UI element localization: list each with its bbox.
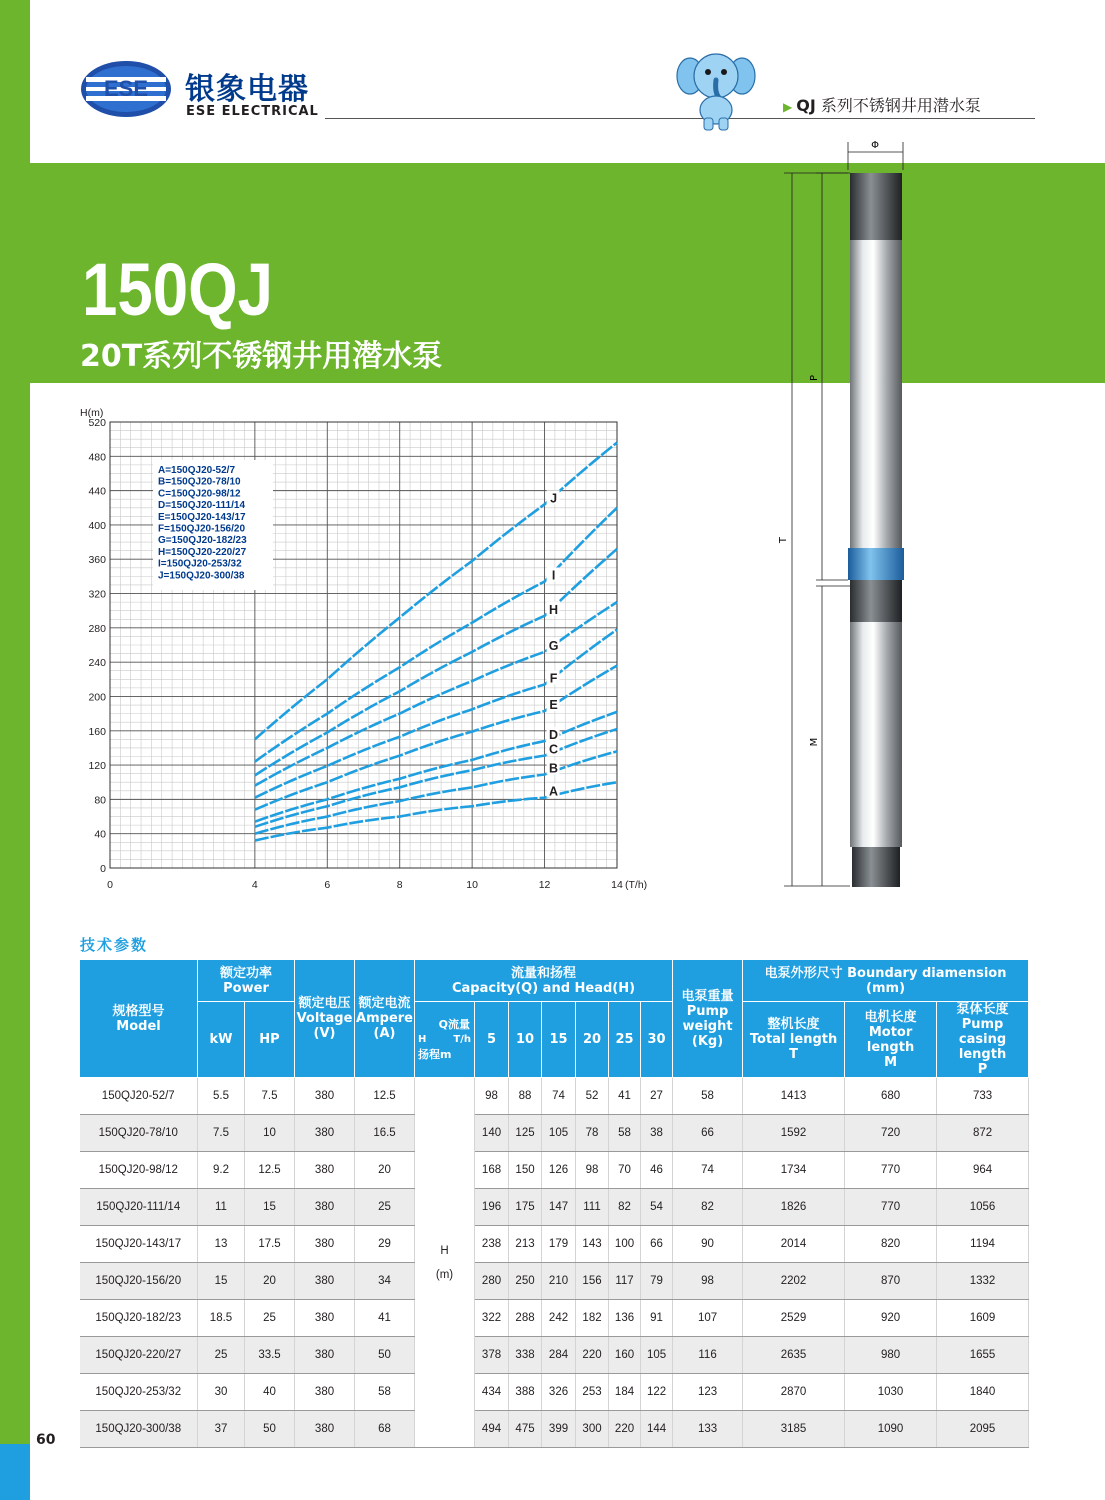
curve-label-D: D <box>549 728 559 743</box>
curve-label-J: J <box>550 491 558 506</box>
table-row <box>80 1300 1029 1337</box>
table-row <box>80 1337 1029 1374</box>
table-row <box>80 1263 1029 1300</box>
total-length-cell: 2529 <box>743 1300 845 1337</box>
ese-logo <box>80 60 172 118</box>
head-cell: 41 <box>609 1078 641 1115</box>
voltage-cell: 380 <box>295 1337 355 1374</box>
ampere-cell: 50 <box>355 1337 415 1374</box>
curve-label-C: C <box>549 742 559 757</box>
y-tick-label: 200 <box>88 691 106 704</box>
kw-cell: 5.5 <box>198 1078 245 1115</box>
kw-cell: 30 <box>198 1374 245 1411</box>
head-cell: 147 <box>542 1189 576 1226</box>
head-cell: 150 <box>509 1152 542 1189</box>
hp-cell: 10 <box>245 1115 295 1152</box>
head-cell: 126 <box>542 1152 576 1189</box>
motor-length-cell: 820 <box>845 1226 937 1263</box>
pump-dimension-drawing <box>770 130 950 900</box>
head-cell: 475 <box>509 1411 542 1448</box>
ampere-cell: 12.5 <box>355 1078 415 1115</box>
motor-length-cell: 770 <box>845 1189 937 1226</box>
header-flow-head: 流量和扬程 Capacity(Q) and Head(H) <box>415 960 673 1002</box>
head-cell: 184 <box>609 1374 641 1411</box>
model-cell: 150QJ20-143/17 <box>80 1226 198 1263</box>
series-name: 系列不锈钢井用潜水泵 <box>820 96 981 115</box>
table-row <box>80 1411 1029 1448</box>
casing-length-cell: 2095 <box>937 1411 1029 1448</box>
voltage-cell: 380 <box>295 1300 355 1337</box>
model-cell: 150QJ20-300/38 <box>80 1411 198 1448</box>
left-color-strip <box>0 0 30 1444</box>
kw-cell: 11 <box>198 1189 245 1226</box>
table-row <box>80 1152 1029 1189</box>
y-tick-label: 440 <box>88 485 106 498</box>
head-cell: 143 <box>576 1226 609 1263</box>
table-row <box>80 1115 1029 1152</box>
legend-entry: F=150QJ20-156/20 <box>158 523 246 535</box>
motor-length-cell: 920 <box>845 1300 937 1337</box>
header-ampere: 额定电流 Ampere (A) <box>355 960 415 1078</box>
head-cell: 125 <box>509 1115 542 1152</box>
head-cell: 326 <box>542 1374 576 1411</box>
legend-entry: G=150QJ20-182/23 <box>158 535 247 547</box>
total-length-cell: 1413 <box>743 1078 845 1115</box>
y-tick-label: 320 <box>88 588 106 601</box>
voltage-cell: 380 <box>295 1263 355 1300</box>
head-cell: 253 <box>576 1374 609 1411</box>
x-tick-label: 8 <box>396 879 403 891</box>
head-cell: 160 <box>609 1337 641 1374</box>
header-q-20: 20 <box>576 1002 609 1078</box>
hp-cell: 50 <box>245 1411 295 1448</box>
model-cell: 150QJ20-182/23 <box>80 1300 198 1337</box>
left-color-strip-blue <box>0 1444 30 1500</box>
legend-entry: I=150QJ20-253/32 <box>158 558 242 570</box>
voltage-cell: 380 <box>295 1411 355 1448</box>
head-cell: 82 <box>609 1189 641 1226</box>
elephant-mascot-icon <box>676 48 756 134</box>
hp-cell: 15 <box>245 1189 295 1226</box>
spec-table <box>79 959 1029 1448</box>
header-kw: kW <box>198 1002 245 1078</box>
legend-entry: H=150QJ20-220/27 <box>158 546 247 558</box>
total-length-cell: 2870 <box>743 1374 845 1411</box>
curve-label-E: E <box>549 698 558 713</box>
table-row <box>80 1189 1029 1226</box>
y-tick-label: 240 <box>88 657 106 670</box>
legend-entry: A=150QJ20-52/7 <box>158 465 236 476</box>
dim-t-label: T <box>778 536 789 544</box>
weight-cell: 107 <box>673 1300 743 1337</box>
dim-phi-label: Φ <box>871 140 879 151</box>
header-q-10: 10 <box>509 1002 542 1078</box>
head-cell: 91 <box>641 1300 673 1337</box>
casing-length-cell: 1056 <box>937 1189 1029 1226</box>
x-tick-label: 0 <box>107 879 113 891</box>
header-motor-length: 电机长度 Motor length M <box>845 1002 937 1078</box>
head-cell: 122 <box>641 1374 673 1411</box>
kw-cell: 9.2 <box>198 1152 245 1189</box>
x-tick-label: 14 <box>611 879 623 891</box>
head-cell: 144 <box>641 1411 673 1448</box>
weight-cell: 123 <box>673 1374 743 1411</box>
header-total-length: 整机长度 Total length T <box>743 1002 845 1078</box>
head-cell: 88 <box>509 1078 542 1115</box>
legend-entry: E=150QJ20-143/17 <box>158 511 246 523</box>
head-cell: 220 <box>609 1411 641 1448</box>
head-cell: 98 <box>475 1078 509 1115</box>
head-cell: 105 <box>641 1337 673 1374</box>
x-tick-label: 10 <box>466 879 478 891</box>
curve-label-A: A <box>549 784 559 799</box>
head-cell: 46 <box>641 1152 673 1189</box>
header-q-h-diagonal: Q流量 H T/h 扬程m <box>415 1002 475 1078</box>
header-q-30: 30 <box>641 1002 673 1078</box>
motor-length-cell: 1030 <box>845 1374 937 1411</box>
weight-cell: 82 <box>673 1189 743 1226</box>
motor-length-cell: 720 <box>845 1115 937 1152</box>
x-tick-label: 4 <box>251 879 258 891</box>
head-cell: 388 <box>509 1374 542 1411</box>
head-cell: 238 <box>475 1226 509 1263</box>
curve-E <box>255 666 617 810</box>
head-cell: 111 <box>576 1189 609 1226</box>
head-cell: 52 <box>576 1078 609 1115</box>
voltage-cell: 380 <box>295 1189 355 1226</box>
hp-cell: 40 <box>245 1374 295 1411</box>
model-cell: 150QJ20-52/7 <box>80 1078 198 1115</box>
legend-entry: J=150QJ20-300/38 <box>158 570 245 582</box>
section-title: 技术参数 <box>80 936 149 954</box>
total-length-cell: 1734 <box>743 1152 845 1189</box>
casing-length-cell: 1609 <box>937 1300 1029 1337</box>
header-hp: HP <box>245 1002 295 1078</box>
voltage-cell: 380 <box>295 1152 355 1189</box>
casing-length-cell: 872 <box>937 1115 1029 1152</box>
weight-cell: 58 <box>673 1078 743 1115</box>
header-model: 规格型号 Model <box>80 960 198 1078</box>
head-cell: 284 <box>542 1337 576 1374</box>
head-cell: 280 <box>475 1263 509 1300</box>
model-cell: 150QJ20-78/10 <box>80 1115 198 1152</box>
logo-text: ESE <box>103 76 149 101</box>
head-cell: 136 <box>609 1300 641 1337</box>
series-title <box>783 93 981 116</box>
hp-cell: 17.5 <box>245 1226 295 1263</box>
total-length-cell: 1826 <box>743 1189 845 1226</box>
head-cell: 27 <box>641 1078 673 1115</box>
kw-cell: 7.5 <box>198 1115 245 1152</box>
head-cell: 300 <box>576 1411 609 1448</box>
head-cell: 378 <box>475 1337 509 1374</box>
ampere-cell: 68 <box>355 1411 415 1448</box>
curve-label-I: I <box>551 568 556 583</box>
y-tick-label: 0 <box>100 863 106 875</box>
weight-cell: 133 <box>673 1411 743 1448</box>
head-cell: 196 <box>475 1189 509 1226</box>
ampere-cell: 16.5 <box>355 1115 415 1152</box>
table-row <box>80 1226 1029 1263</box>
head-cell: 105 <box>542 1115 576 1152</box>
casing-length-cell: 1332 <box>937 1263 1029 1300</box>
head-cell: 250 <box>509 1263 542 1300</box>
brand-name-en: ESE ELECTRICAL <box>186 104 319 119</box>
head-cell: 79 <box>641 1263 673 1300</box>
head-cell: 399 <box>542 1411 576 1448</box>
y-tick-label: 360 <box>88 554 106 567</box>
legend-entry: D=150QJ20-111/14 <box>158 500 246 512</box>
voltage-cell: 380 <box>295 1078 355 1115</box>
total-length-cell: 2635 <box>743 1337 845 1374</box>
hp-cell: 33.5 <box>245 1337 295 1374</box>
head-cell: 70 <box>609 1152 641 1189</box>
y-tick-label: 160 <box>88 725 106 738</box>
total-length-cell: 2202 <box>743 1263 845 1300</box>
model-cell: 150QJ20-111/14 <box>80 1189 198 1226</box>
curve-label-H: H <box>549 602 559 617</box>
product-subtitle: 20T系列不锈钢井用潜水泵 <box>80 339 443 374</box>
ampere-cell: 25 <box>355 1189 415 1226</box>
curve-label-F: F <box>549 671 558 686</box>
series-tag: QJ <box>796 96 816 115</box>
y-tick-label: 120 <box>88 760 106 773</box>
voltage-cell: 380 <box>295 1115 355 1152</box>
head-cell: 175 <box>509 1189 542 1226</box>
kw-cell: 15 <box>198 1263 245 1300</box>
voltage-cell: 380 <box>295 1374 355 1411</box>
ampere-cell: 29 <box>355 1226 415 1263</box>
head-cell: 58 <box>609 1115 641 1152</box>
head-cell: 242 <box>542 1300 576 1337</box>
curve-J <box>255 443 617 743</box>
header-casing-length: 泵体长度 Pump casing length P <box>937 1002 1029 1078</box>
curve-label-G: G <box>548 638 559 653</box>
hp-cell: 25 <box>245 1300 295 1337</box>
x-tick-label: 6 <box>324 879 331 891</box>
head-cell: 434 <box>475 1374 509 1411</box>
head-cell: 98 <box>576 1152 609 1189</box>
header-q-5: 5 <box>475 1002 509 1078</box>
total-length-cell: 1592 <box>743 1115 845 1152</box>
weight-cell: 116 <box>673 1337 743 1374</box>
kw-cell: 13 <box>198 1226 245 1263</box>
casing-length-cell: 1194 <box>937 1226 1029 1263</box>
kw-cell: 37 <box>198 1411 245 1448</box>
ampere-cell: 20 <box>355 1152 415 1189</box>
motor-length-cell: 680 <box>845 1078 937 1115</box>
model-cell: 150QJ20-98/12 <box>80 1152 198 1189</box>
ampere-cell: 58 <box>355 1374 415 1411</box>
head-cell: 78 <box>576 1115 609 1152</box>
curve-I <box>255 508 617 762</box>
dim-m-label: M <box>809 737 820 747</box>
head-cell: 54 <box>641 1189 673 1226</box>
weight-cell: 90 <box>673 1226 743 1263</box>
head-cell: 322 <box>475 1300 509 1337</box>
head-cell: 210 <box>542 1263 576 1300</box>
total-length-cell: 3185 <box>743 1411 845 1448</box>
total-length-cell: 2014 <box>743 1226 845 1263</box>
head-cell: 140 <box>475 1115 509 1152</box>
y-tick-label: 80 <box>94 794 106 807</box>
header-weight: 电泵重量 Pump weight (Kg) <box>673 960 743 1078</box>
curve-label-B: B <box>549 761 559 776</box>
motor-length-cell: 980 <box>845 1337 937 1374</box>
y-tick-label: 400 <box>88 519 106 532</box>
hp-cell: 12.5 <box>245 1152 295 1189</box>
kw-cell: 18.5 <box>198 1300 245 1337</box>
y-tick-label: 280 <box>88 622 106 635</box>
head-cell: 74 <box>542 1078 576 1115</box>
header-q-25: 25 <box>609 1002 641 1078</box>
table-row <box>80 1078 1029 1115</box>
head-cell: 156 <box>576 1263 609 1300</box>
header-dimensions: 电泵外形尺寸 Boundary diamension (mm) <box>743 960 1029 1002</box>
head-cell: 168 <box>475 1152 509 1189</box>
weight-cell: 66 <box>673 1115 743 1152</box>
page-number: 60 <box>36 1432 56 1448</box>
y-axis-label: H(m) <box>80 407 104 419</box>
x-tick-label: 12 <box>538 879 551 891</box>
product-title: 150QJ <box>82 248 274 331</box>
y-tick-label: 480 <box>88 451 106 464</box>
casing-length-cell: 1840 <box>937 1374 1029 1411</box>
ampere-cell: 34 <box>355 1263 415 1300</box>
voltage-cell: 380 <box>295 1226 355 1263</box>
casing-length-cell: 1655 <box>937 1337 1029 1374</box>
head-cell: 338 <box>509 1337 542 1374</box>
head-cell: 179 <box>542 1226 576 1263</box>
legend-entry: C=150QJ20-98/12 <box>158 488 241 500</box>
casing-length-cell: 964 <box>937 1152 1029 1189</box>
head-unit-cell: H (m) <box>415 1078 475 1448</box>
motor-length-cell: 1090 <box>845 1411 937 1448</box>
head-cell: 220 <box>576 1337 609 1374</box>
head-cell: 288 <box>509 1300 542 1337</box>
motor-length-cell: 770 <box>845 1152 937 1189</box>
y-tick-label: 520 <box>88 417 106 429</box>
model-cell: 150QJ20-253/32 <box>80 1374 198 1411</box>
x-axis-unit: (T/h) <box>625 879 648 891</box>
hp-cell: 20 <box>245 1263 295 1300</box>
head-cell: 494 <box>475 1411 509 1448</box>
head-cell: 38 <box>641 1115 673 1152</box>
casing-length-cell: 733 <box>937 1078 1029 1115</box>
head-cell: 213 <box>509 1226 542 1263</box>
head-cell: 66 <box>641 1226 673 1263</box>
head-cell: 100 <box>609 1226 641 1263</box>
dim-p-label: P <box>809 374 820 382</box>
ampere-cell: 41 <box>355 1300 415 1337</box>
header-q-15: 15 <box>542 1002 576 1078</box>
brand-name-cn: 银象电器 <box>185 72 309 107</box>
y-tick-label: 40 <box>94 828 106 841</box>
motor-length-cell: 870 <box>845 1263 937 1300</box>
weight-cell: 98 <box>673 1263 743 1300</box>
legend-entry: B=150QJ20-78/10 <box>158 476 241 488</box>
header-power: 额定功率Power <box>198 960 295 1002</box>
head-cell: 117 <box>609 1263 641 1300</box>
performance-curve-chart <box>70 400 670 900</box>
head-cell: 182 <box>576 1300 609 1337</box>
triangle-icon: ▶ <box>783 100 793 114</box>
header-voltage: 额定电压 Voltage (V) <box>295 960 355 1078</box>
table-row <box>80 1374 1029 1411</box>
model-cell: 150QJ20-220/27 <box>80 1337 198 1374</box>
model-cell: 150QJ20-156/20 <box>80 1263 198 1300</box>
hp-cell: 7.5 <box>245 1078 295 1115</box>
kw-cell: 25 <box>198 1337 245 1374</box>
weight-cell: 74 <box>673 1152 743 1189</box>
